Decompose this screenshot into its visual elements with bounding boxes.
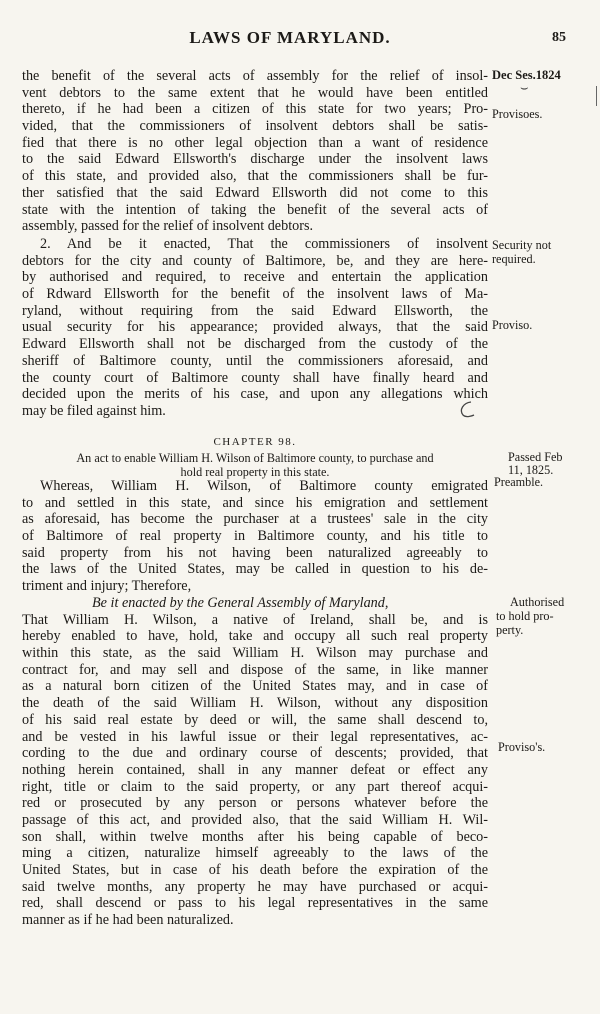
brace-icon: ⌣ — [520, 80, 529, 95]
text-line: ming a citizen, naturalize himself agreeably to the laws of the — [22, 845, 488, 862]
text-line: the death of the said William H. Wilson, without any disposition — [22, 695, 488, 712]
margin-provisoes: Provisoes. — [492, 107, 543, 121]
text-line: the laws of the United States, may be called in question to his de- — [22, 561, 488, 578]
text-line: Be it enacted by the General Assembly of Maryland, — [92, 595, 389, 611]
page-number: 85 — [552, 30, 566, 45]
section-2-text — [22, 236, 488, 420]
text-line: within this state, as the said William H. Wilson may purchase and — [22, 645, 488, 662]
text-line: thereto, if he had been a citizen of this state for two years; Pro- — [22, 101, 488, 118]
text-line: Whereas, William H. Wilson, of Baltimore county emigrated — [40, 478, 488, 494]
text-line: usual security for his appearance; provided always, that the said — [22, 319, 488, 336]
chapter-heading: CHAPTER 98. — [213, 436, 297, 448]
text-line: as a natural born citizen of the United States may, and in case of — [22, 678, 488, 695]
margin-preamble: Preamble. — [494, 475, 544, 489]
text-line: vent debtors to the same extent that he would have been entitled — [22, 84, 488, 101]
text-line: assembly, passed for the relief of insolvent debtors. — [22, 218, 314, 235]
text-line: the county court of Baltimore county shall have finally heard and — [22, 369, 488, 386]
text-line: passage of this act, and provided also, that the said William H. Wil- — [22, 811, 488, 828]
text-line: nothing herein contained, shall in any manner defeat or effect any — [22, 761, 488, 778]
text-line: cording to the due and ordinary course of descents; provided, that — [22, 745, 488, 762]
text-line: debtors for the city and county of Baltimore, be, and they are here- — [22, 252, 488, 269]
enacting-text — [22, 595, 488, 929]
chapter-title-line-1: An act to enable William H. Wilson of Baltimore county, to purchase and — [76, 451, 434, 465]
text-line: by authorised and required, to receive and entertain the application — [22, 269, 488, 286]
text-line: to and settled in this state, and since his emigration and settlement — [22, 494, 488, 511]
text-line: to the said Edward Ellsworth's discharge under the insolvent laws — [22, 151, 488, 168]
chapter-title-line-2: hold real property in this state. — [180, 465, 330, 479]
text-line: decided upon the merits of his case, and upon any allegations which — [22, 386, 488, 403]
text-line: right, title or claim to the said property, or any part thereof acqui- — [22, 778, 488, 795]
text-line: ryland, without requiring from the said Edward Ellsworth, the — [22, 302, 488, 319]
margin-session: Dec Ses.1824 — [492, 68, 561, 82]
margin-authorised-1: Authorised — [510, 595, 565, 609]
text-line: red, shall descend or pass to his legal representatives in the same — [22, 895, 488, 912]
text-line: Edward Ellsworth shall not be discharged from the custody of the — [22, 336, 488, 353]
text-line: sheriff of Baltimore county, until the commissioners aforesaid, and — [22, 352, 488, 369]
text-line: said property from his not having been naturalized agreeably to — [22, 544, 488, 561]
section-1-text — [22, 68, 488, 235]
text-line: United States, but in case of his death before the expiration of the — [22, 862, 488, 878]
margin-rule — [596, 86, 597, 106]
margin-proviso: Proviso. — [492, 318, 533, 332]
text-line: of this state, and provided also, that the commissioners shall be fur- — [22, 168, 488, 185]
pencil-mark-icon — [455, 398, 477, 420]
margin-security-2: required. — [492, 252, 536, 266]
text-line: of Baltimore of real property in Baltimore county, and his title to — [22, 528, 488, 545]
text-line: as aforesaid, has become the purchaser at a trustees' sale in the city — [22, 511, 488, 528]
text-line: fied that there is no other legal objection than a want of residence — [22, 134, 488, 151]
margin-passed-2: 11, 1825. — [508, 463, 554, 477]
text-line: triment and injury; Therefore, — [22, 578, 192, 595]
margin-security-1: Security not — [492, 238, 552, 252]
text-line: red or prosecuted by any person or persons whatever before the — [22, 795, 488, 812]
text-line: the benefit of the several acts of assembly for the relief of insol- — [22, 68, 488, 84]
text-line: of his said real estate by deed or will, the same shall descend to, — [22, 711, 488, 728]
margin-authorised-2: to hold pro- — [496, 609, 554, 623]
text-line: That William H. Wilson, a native of Ireland, shall be, and is — [22, 611, 488, 628]
text-line: ther satisfied that the said Edward Ellsworth did not come to this — [22, 184, 488, 201]
margin-authorised-3: perty. — [496, 623, 524, 637]
text-line: 2. And be it enacted, That the commissioners of insolvent — [40, 236, 488, 252]
margin-passed-1: Passed Feb — [508, 450, 563, 464]
text-line: of Rdward Ellsworth for the benefit of the insolvent laws of Ma- — [22, 286, 488, 303]
text-line: said twelve months, any property he may have purchased or acqui- — [22, 878, 488, 895]
text-line: state with the intention of taking the benefit of the several acts of — [22, 201, 488, 218]
running-header: LAWS OF MARYLAND. — [189, 28, 391, 47]
margin-provisos: Proviso's. — [498, 740, 546, 754]
text-line: and be vested in his lawful issue or their legal representatives, ac- — [22, 728, 488, 745]
text-line: may be filed against him. — [22, 402, 166, 419]
text-line: hereby enabled to have, hold, take and occupy all such real property — [22, 628, 488, 645]
text-line: son shall, within twelve months after his being capable of beco- — [22, 828, 488, 845]
preamble-text — [22, 478, 488, 595]
text-line: contract for, and may sell and dispose of the same, in like manner — [22, 661, 488, 678]
text-line: vided, that the commissioners of insolvent debtors shall be satis- — [22, 118, 488, 135]
text-line: manner as if he had been naturalized. — [22, 912, 234, 929]
